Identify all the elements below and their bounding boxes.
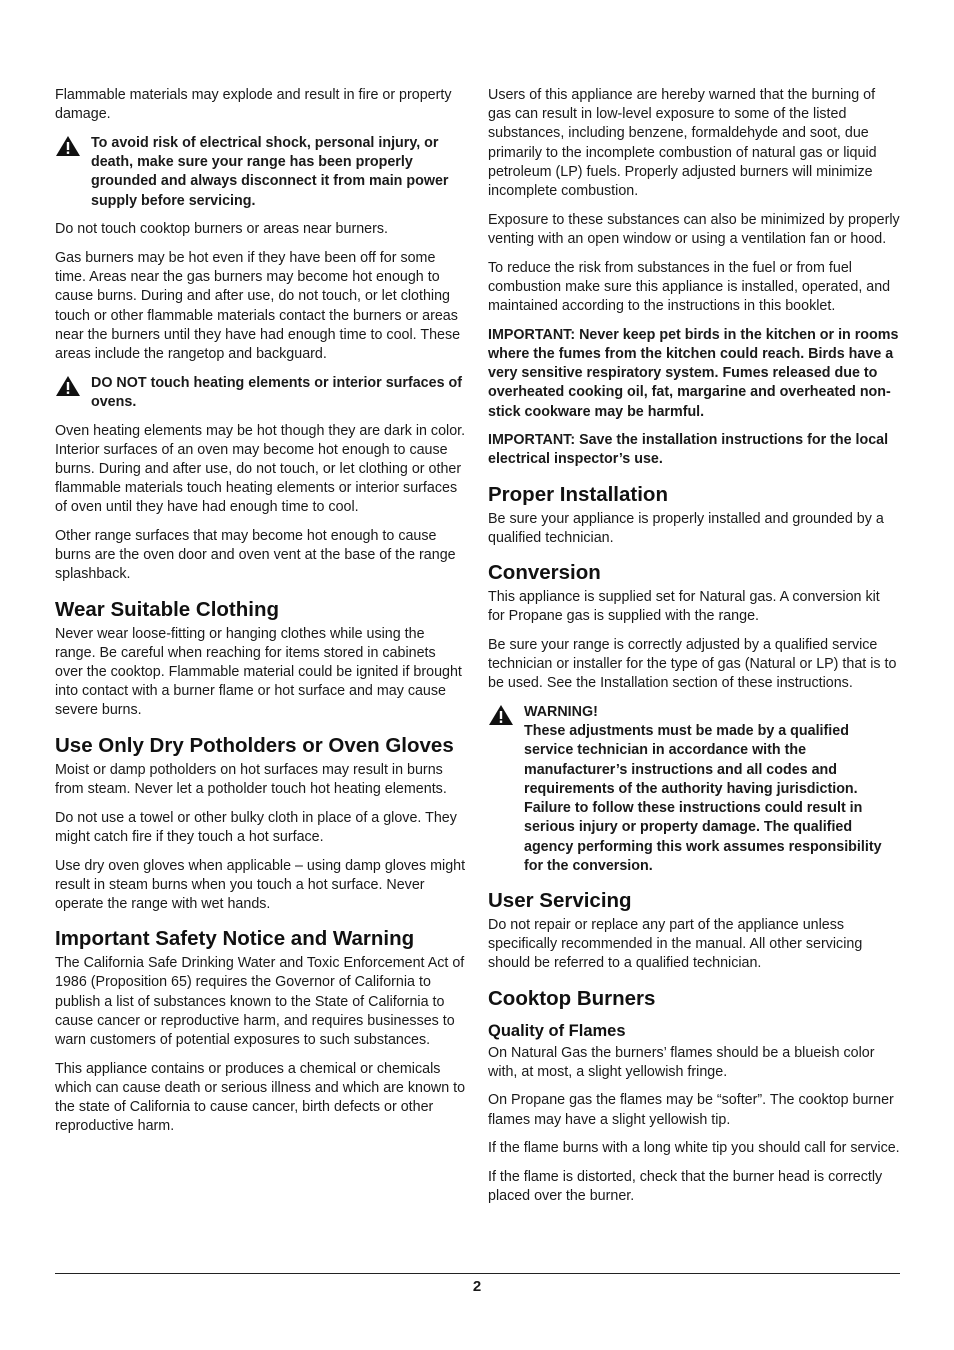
- heading-safety-notice: Important Safety Notice and Warning: [55, 927, 415, 951]
- paragraph-notice-1: The California Safe Drinking Water and Toxic Enforcement Act of 1986 (Proposition 65) requires the Governor of California to publish a list of substances known to the State of California to cause cancer or reproductive harm, and requires businesses to warn customers of potential exposures to such substances.: [55, 955, 465, 1048]
- right-column: [488, 86, 900, 1216]
- heading-conversion: Conversion: [488, 561, 601, 585]
- warning-triangle-icon: [55, 134, 91, 211]
- warning-text: To avoid risk of electrical shock, personal injury, or death, make sure your range has been properly grounded and always disconnect it from main power supply before servicing.: [91, 134, 449, 209]
- paragraph-other-surfaces: Other range surfaces that may become hot enough to cause burns are the oven door and oven vent at the base of the range splashback.: [55, 528, 456, 583]
- warning-conversion: [488, 703, 900, 876]
- paragraph-gas-hot: Gas burners may be hot even if they have been off for some time. Areas near the gas burners may become hot enough to cause burns. During and after use, do not touch, or let clothing touch or other flammable materials contact the burners or areas near the burners until they have had enough time to cool. These areas include the rangetop and backguard.: [55, 249, 461, 362]
- warning-triangle-icon: [55, 374, 91, 412]
- heading-cooktop-burners: Cooktop Burners: [488, 986, 656, 1010]
- warning-triangle-icon: [488, 703, 524, 876]
- paragraph-flames-2: On Propane gas the flames may be “softer”. The cooktop burner flames may have a slight yellowish tip.: [488, 1092, 894, 1128]
- paragraph-installation: Be sure your appliance is properly installed and grounded by a qualified technician.: [488, 510, 884, 546]
- paragraph-important-birds: IMPORTANT: Never keep pet birds in the kitchen or in rooms where the fumes from the kitchen could reach. Birds have a very sensitive respiratory system. Fumes released due to overheated cooking oil, fat, margarine and overheated non-stick cookware may be harmful.: [488, 326, 899, 420]
- paragraph-flames-4: If the flame is distorted, check that the burner head is correctly placed over the burner.: [488, 1169, 883, 1205]
- paragraph-users-warned: Users of this appliance are hereby warned that the burning of gas can result in low-level exposure to some of the listed substances, including benzene, formaldehyde and soot, due primarily to the incomplete combustion of natural gas or liquid petroleum (LP) fuels. Properly adjusted burners will minimize incomplete combustion.: [488, 87, 877, 200]
- paragraph-no-touch: Do not touch cooktop burners or areas near burners.: [55, 221, 388, 238]
- paragraph-flammable: Flammable materials may explode and result in fire or property damage.: [55, 87, 452, 123]
- paragraph-potholders-2: Do not use a towel or other bulky cloth in place of a glove. They might catch fire if they touch a hot surface.: [55, 809, 457, 845]
- paragraph-clothing: Never wear loose-fitting or hanging clothes while using the range. Be careful when reaching for items stored in cabinets over the cooktop. Flammable material could be ignited if brought into contact with a burner flame or hot surface and may cause severe burns.: [55, 625, 462, 719]
- paragraph-potholders-3: Use dry oven gloves when applicable – using damp gloves might result in steam burns when you touch a hot surface. Never operate the range with wet hands.: [55, 857, 466, 912]
- footer-divider: [55, 1273, 900, 1274]
- left-column: [55, 86, 467, 1146]
- warning-label: WARNING!: [524, 704, 598, 721]
- warning-text: These adjustments must be made by a qualified service technician in accordance with the manufacturer’s instructions and all codes and requirements of the authority having jurisdiction. Failure to follow these instructions could result in serious injury or property damage. The qualified agency performing this work assumes responsibility for the conversion.: [524, 723, 882, 874]
- heading-proper-installation: Proper Installation: [488, 482, 668, 506]
- warning-heating-elements: [55, 374, 467, 412]
- paragraph-exposure: Exposure to these substances can also be minimized by properly venting with an open window or using a ventilation fan or hood.: [488, 211, 900, 247]
- warning-text: DO NOT touch heating elements or interior surfaces of ovens.: [91, 374, 462, 410]
- paragraph-conversion-1: This appliance is supplied set for Natural gas. A conversion kit for Propane gas is supplied with the range.: [488, 589, 880, 625]
- heading-potholders: Use Only Dry Potholders or Oven Gloves: [55, 733, 454, 757]
- paragraph-potholders-1: Moist or damp potholders on hot surfaces may result in burns from steam. Never let a potholder touch hot heating elements.: [55, 761, 447, 797]
- heading-user-servicing: User Servicing: [488, 888, 632, 912]
- paragraph-reduce-risk: To reduce the risk from substances in the fuel or from fuel combustion make sure this appliance is installed, operated, and maintained according to the instructions in this booklet.: [488, 259, 891, 315]
- heading-clothing: Wear Suitable Clothing: [55, 597, 279, 621]
- paragraph-servicing: Do not repair or replace any part of the appliance unless specifically recommended in the manual. All other servicing should be referred to a qualified technician.: [488, 916, 863, 972]
- paragraph-important-install: IMPORTANT: Save the installation instructions for the local electrical inspector’s use.: [488, 432, 889, 468]
- subheading-quality-of-flames: Quality of Flames: [488, 1021, 626, 1040]
- paragraph-conversion-2: Be sure your range is correctly adjusted by a qualified service technician or installer for the type of gas (Natural or LP) that is to be used. See the Installation section of these instructions.: [488, 636, 897, 692]
- warning-electrical-shock: [55, 134, 467, 211]
- paragraph-flames-3: If the flame burns with a long white tip you should call for service.: [488, 1140, 900, 1157]
- paragraph-flames-1: On Natural Gas the burners’ flames should be a blueish color with, at most, a slight yellowish fringe.: [488, 1044, 875, 1080]
- paragraph-notice-2: This appliance contains or produces a chemical or chemicals which can cause death or serious illness and which are known to the state of California to cause cancer, birth defects or other reproductive harm.: [55, 1060, 466, 1135]
- warning-text-block: [524, 703, 900, 876]
- paragraph-oven-hot: Oven heating elements may be hot though they are dark in color. Interior surfaces of an oven may become hot enough to cause burns. During and after use, do not touch, or let clothing or other flammable materials touch heating elements or interior surfaces of oven until they have had enough time to cool.: [55, 422, 466, 516]
- page-number: 2: [472, 1278, 482, 1295]
